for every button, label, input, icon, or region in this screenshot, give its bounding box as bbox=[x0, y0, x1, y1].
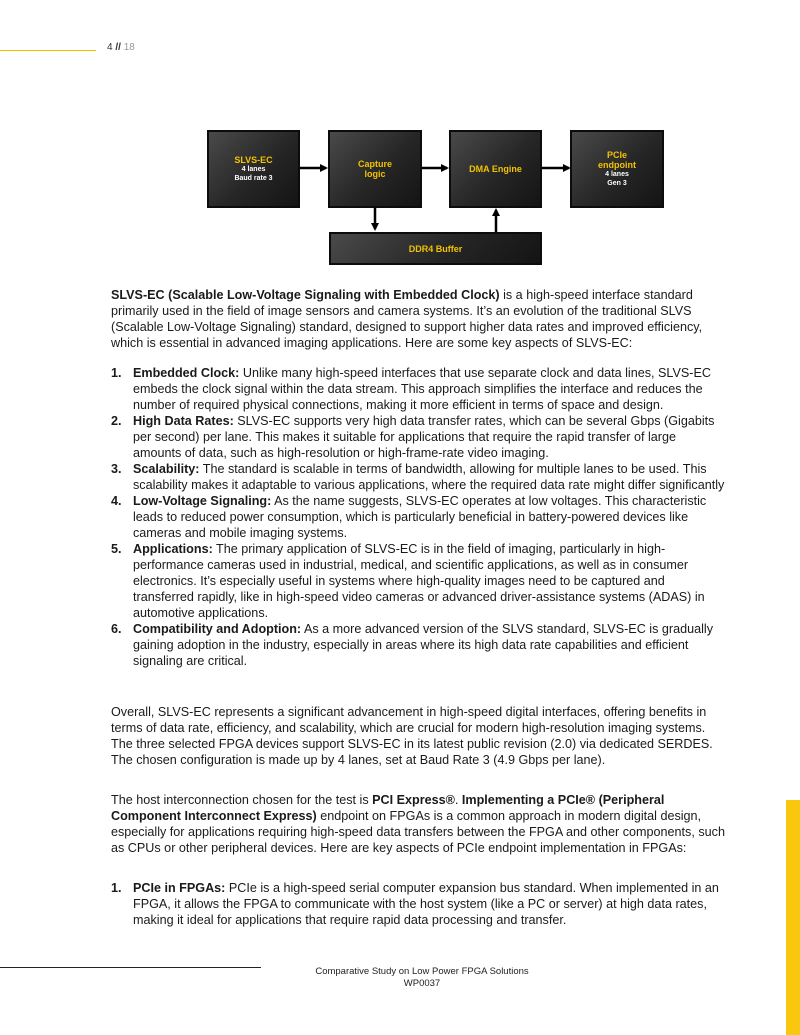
list-item-number: 6. bbox=[111, 622, 122, 636]
list-item bbox=[111, 621, 726, 669]
list-item bbox=[111, 880, 726, 928]
list-item-title: Compatibility and Adoption: bbox=[133, 622, 302, 636]
list-item bbox=[111, 541, 726, 621]
list-item-text: PCIe is a high-speed serial computer expansion bus standard. When implemented in an FPGA, it allows the FPGA to communicate with the host system (like a PC or server) at high data rates, making it ideal for applications that require rapid data processing and transfer. bbox=[133, 881, 719, 927]
total-pages: 18 bbox=[123, 42, 135, 53]
footer-rule bbox=[0, 967, 261, 968]
list-item-title: Scalability: bbox=[133, 462, 200, 476]
pcie-endpoint-block bbox=[570, 130, 664, 208]
current-page: 4 bbox=[107, 42, 113, 53]
host-text-3: endpoint on FPGAs is a common approach in modern digital design, especially for applications requiring high-speed data transfers between the FPGA and other components, such as CPUs or other peripheral devices. Here are key aspects of PCIe endpoint implementation in FPGAs: bbox=[111, 809, 725, 855]
slvs-ec-block bbox=[207, 130, 300, 208]
slvs-ec-intro-paragraph bbox=[111, 287, 726, 351]
list-item bbox=[111, 365, 726, 413]
slvs-ec-title: SLVS-EC bbox=[234, 155, 273, 165]
block-diagram bbox=[0, 0, 800, 280]
dma-engine-block bbox=[449, 130, 542, 208]
intro-text: is a high-speed interface standard primarily used in the field of image sensors and camera systems. It’s an evolution of the traditional SLVS (Scalable Low-Voltage Signaling) standard, designed to support higher data rates and improved efficiency, which is essential in advanced imaging applications. Here are some key aspects of SLVS-EC: bbox=[111, 288, 703, 350]
footer-title: Comparative Study on Low Power FPGA Solutions bbox=[315, 966, 529, 977]
slvs-ec-aspects-list bbox=[111, 365, 726, 669]
list-item-text: As a more advanced version of the SLVS standard, SLVS-EC is gradually gaining adoption in the industry, especially in areas where its high data rate capabilities and efficient signaling are critical. bbox=[133, 622, 713, 668]
list-item-number: 3. bbox=[111, 462, 122, 476]
list-item-number: 5. bbox=[111, 542, 122, 556]
page-separator: // bbox=[115, 42, 121, 53]
list-item-title: Low-Voltage Signaling: bbox=[133, 494, 272, 508]
list-item bbox=[111, 461, 726, 493]
list-item-text: The standard is scalable in terms of bandwidth, allowing for multiple lanes to be used. This scalability makes it adaptable to various applications, where the required data rate might differ significantly bbox=[133, 462, 725, 492]
list-item-text: Unlike many high-speed interfaces that use separate clock and data lines, SLVS-EC embeds the clock signal within the data stream. This approach simplifies the interface and reduces the number of required physical connections, making it more efficient in terms of space and design. bbox=[133, 366, 711, 412]
list-item-number: 2. bbox=[111, 414, 122, 428]
pcie-endpoint-title-2: endpoint bbox=[598, 160, 636, 170]
pcie-endpoint-gen: Gen 3 bbox=[607, 180, 627, 187]
capture-logic-block bbox=[328, 130, 422, 208]
pcie-endpoint-lanes: 4 lanes bbox=[605, 171, 629, 178]
list-item-title: PCIe in FPGAs: bbox=[133, 881, 226, 895]
overall-paragraph bbox=[111, 704, 726, 768]
list-item-number: 1. bbox=[111, 881, 122, 895]
overall-text: Overall, SLVS-EC represents a significant advancement in high-speed digital interfaces, offering benefits in terms of data rate, efficiency, and scalability, which are crucial for modern high-resolution imaging systems. The three selected FPGA devices support SLVS-EC in its latest public revision (2.0) via dedicated SERDES. The chosen configuration is made up by 4 lanes, set at Baud Rate 3 (4.9 Gbps per lane). bbox=[111, 705, 713, 767]
list-item-number: 4. bbox=[111, 494, 122, 508]
host-interconnect-paragraph bbox=[111, 792, 726, 856]
list-item-title: High Data Rates: bbox=[133, 414, 234, 428]
footer-doc-id: WP0037 bbox=[403, 978, 441, 989]
side-accent-bar bbox=[786, 800, 800, 1035]
slvs-ec-baud-rate: Baud rate 3 bbox=[234, 175, 273, 182]
pcie-endpoint-title-1: PCIe bbox=[606, 150, 627, 160]
intro-bold: SLVS-EC (Scalable Low-Voltage Signaling with Embedded Clock) bbox=[111, 288, 500, 302]
host-bold-2: Implementing a PCIe® (Peripheral Component Interconnect Express) bbox=[111, 793, 665, 823]
footer bbox=[262, 966, 582, 990]
host-text-2: . bbox=[454, 793, 462, 807]
list-item bbox=[111, 413, 726, 461]
ddr4-buffer-block bbox=[329, 232, 542, 265]
capture-logic-title-1: Capture bbox=[357, 159, 392, 169]
slvs-ec-lanes: 4 lanes bbox=[241, 166, 266, 173]
host-bold-1: PCI Express® bbox=[372, 793, 455, 807]
list-item-text: The primary application of SLVS-EC is in the field of imaging, particularly in high-performance cameras used in industrial, medical, and scientific applications, as well as in consumer electronics. It’s especially useful in systems where high-quality images need to be captured and transferred rapidly, like in high-speed video cameras or advanced driver-assistance systems (ADAS) in automotive applications. bbox=[133, 542, 705, 620]
capture-logic-title-2: logic bbox=[364, 169, 386, 179]
dma-engine-title: DMA Engine bbox=[469, 164, 522, 174]
list-item-number: 1. bbox=[111, 366, 122, 380]
ddr4-buffer-title: DDR4 Buffer bbox=[408, 243, 463, 254]
list-item bbox=[111, 493, 726, 541]
list-item-title: Embedded Clock: bbox=[133, 366, 240, 380]
host-text-1: The host interconnection chosen for the test is bbox=[111, 793, 373, 807]
list-item-text: SLVS-EC supports very high data transfer rates, which can be several Gbps (Gigabits per second) per lane. This makes it suitable for applications that require the rapid transfer of large amounts of data, such as high-resolution or high-frame-rate video imaging. bbox=[133, 414, 715, 460]
pcie-aspects-list bbox=[111, 880, 726, 928]
list-item-text: As the name suggests, SLVS-EC operates at low voltages. This characteristic leads to reduced power consumption, which is particularly beneficial in battery-powered devices like cameras and mobile imaging systems. bbox=[133, 494, 707, 540]
list-item-title: Applications: bbox=[133, 542, 213, 556]
